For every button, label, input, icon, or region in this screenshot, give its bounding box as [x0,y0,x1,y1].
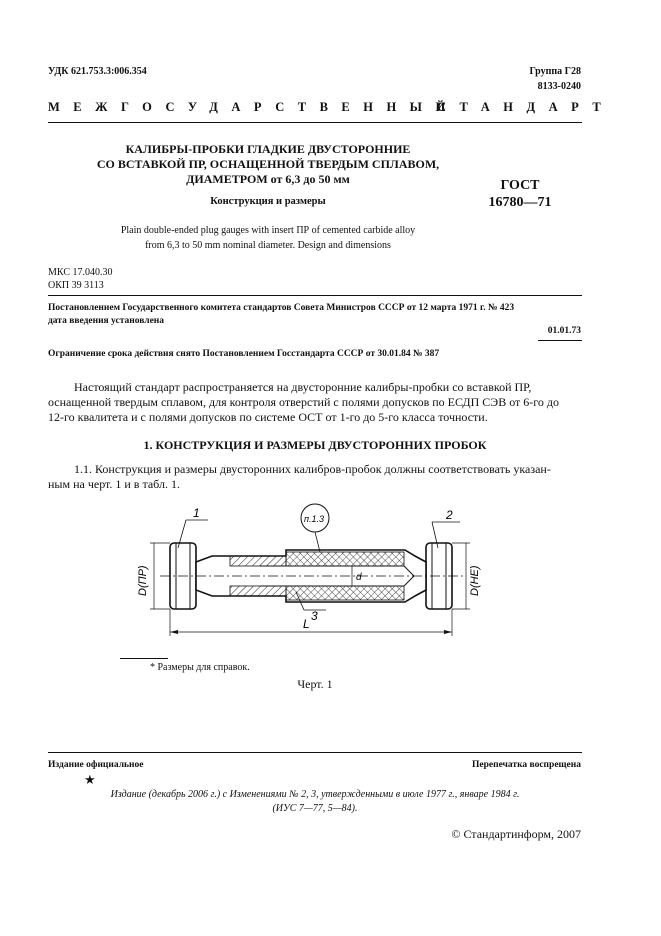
intro-line-2: оснащенной твердым сплавом, для контроля отверстий с полями допусков по ЕСДП СЭВ от 6-го до [48,395,560,409]
callout-2: 2 [446,508,453,522]
revision-line-1: Издание (декабрь 2006 г.) с Изменениями № 2, 3, утвержденными в июле 1977 г., январе 1984 г. [110,789,520,800]
gost-label: ГОСТ [500,178,540,193]
gauge-shaft [160,550,465,602]
footer-rule [48,752,582,753]
callout-1: 1 [193,506,200,520]
official-edition: Издание официальное [48,760,144,770]
udk-code: УДК 621.753.3:006.354 [48,66,147,77]
gauge-drawing [120,500,500,650]
gost-number: 16780—71 [488,195,552,210]
classification-codes [48,266,112,292]
mks-code: МКС 17.040.30 [48,267,113,278]
codes-rule [48,295,582,296]
callout-note: п.1.3 [304,514,324,524]
title-line-1: КАЛИБРЫ-ПРОБКИ ГЛАДКИЕ ДВУСТОРОННИЕ [125,142,411,156]
decree-line-2: дата введения установлена [48,316,165,326]
intro-line-3: 12-го квалитета и с полями допусков по системе ОСТ от 1-го до 5-го класса точности. [48,410,488,424]
date-underline [538,340,582,341]
revision-note [48,788,582,816]
section-heading: 1. КОНСТРУКЦИЯ И РАЗМЕРЫ ДВУСТОРОННИХ ПРОБОК [143,438,487,452]
intro-paragraph [48,380,588,425]
para-1-1-line-1: 1.1. Конструкция и размеры двусторонних калибров-пробок должны соответствовать указан- [74,462,551,476]
english-title-line-2: from 6,3 to 50 mm nominal diameter. Design and dimensions [145,240,391,251]
banner-right: СТАНДАРТ [437,100,615,114]
dim-d-pr-label: D(ПР) [137,565,149,596]
figure-caption: Черт. 1 [297,677,333,691]
limitation-note: Ограничение срока действия снято Постановлением Госстандарта СССР от 30.01.84 № 387 [48,349,440,359]
decree-block [48,302,588,328]
intro-line-1: Настоящий стандарт распространяется на двусторонние калибры-пробки со вставкой ПР, [74,380,532,394]
document-title [48,142,488,187]
reprint-notice: Перепечатка воспрещена [471,760,581,770]
gost-designation [470,177,570,211]
footnote-rule [120,658,168,659]
english-title-line-1: Plain double-ended plug gauges with insert ПР of cemented carbide alloy [120,225,416,236]
okp-code-top: 8133-0240 [537,81,581,92]
title-line-3: ДИАМЕТРОМ от 6,3 до 50 мм [186,172,350,186]
introduction-date: 01.01.73 [547,326,581,336]
revision-line-2: (ИУС 7—77, 5—84). [272,803,358,814]
dim-l-label: L [303,617,310,631]
title-line-2: СО ВСТАВКОЙ ПР, ОСНАЩЕННОЙ ТВЕРДЫМ СПЛАВОМ, [96,157,440,171]
document-subtitle: Конструкция и размеры [210,196,326,207]
okp-code: ОКП 39 3113 [48,280,104,291]
banner-left: МЕЖГОСУДАРСТВЕННЫЙ [48,100,459,114]
dim-d-label: d [356,572,362,583]
paragraph-1-1 [48,462,588,492]
english-title [48,223,488,253]
header-rule [48,122,582,123]
star-mark: ★ [84,772,96,787]
copyright: © Стандартинформ, 2007 [451,827,581,841]
dim-d-ne-label: D(НЕ) [469,565,481,596]
callout-3: 3 [311,609,318,623]
footnote: * Размеры для справок. [150,662,250,673]
group-code: Группа Г28 [529,66,581,77]
para-1-1-line-2: ным на черт. 1 и в табл. 1. [48,477,180,491]
decree-line-1: Постановлением Государственного комитета стандартов Совета Министров СССР от 12 марта 1971 г. № 423 [48,303,515,313]
